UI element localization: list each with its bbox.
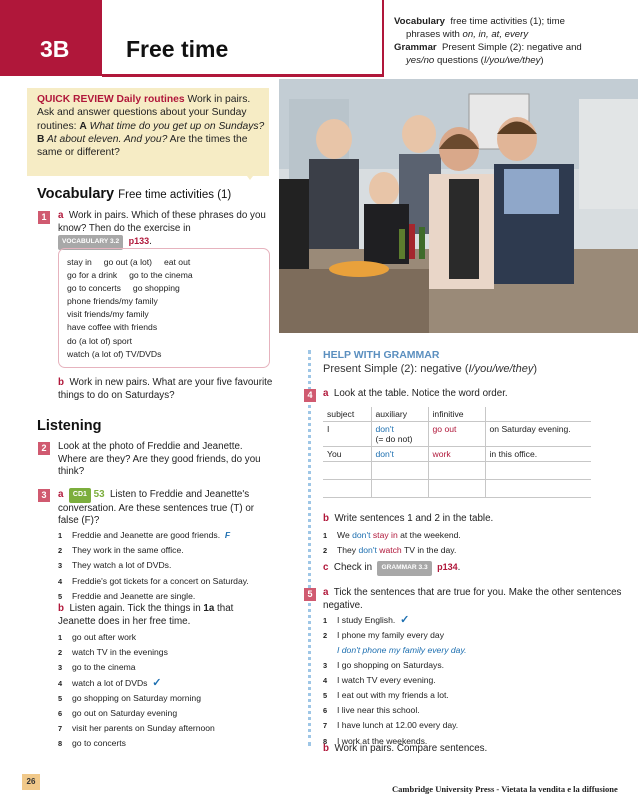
exercise-1-number: 1 — [38, 211, 50, 224]
list-item: 5 go shopping on Saturday morning — [58, 692, 201, 703]
vocabulary-page-ref[interactable]: p133 — [128, 236, 150, 247]
phrase-line: phone friends/my family — [67, 296, 158, 307]
table-cell — [323, 480, 371, 498]
list-item — [323, 643, 623, 657]
table-cell — [371, 462, 428, 480]
table-cell — [323, 462, 371, 480]
header-rule — [102, 74, 384, 77]
table-row — [323, 462, 591, 480]
phrase-line: do (a lot of) sport — [67, 335, 132, 346]
phrase-line: watch (a lot of) TV/DVDs — [67, 348, 162, 359]
grammar-subheading: Present Simple (2): negative (I/you/we/they) — [323, 363, 538, 375]
table-cell — [485, 462, 591, 480]
list-item: 8 I work at the weekends. — [323, 735, 428, 746]
table-cell — [428, 480, 485, 498]
table-cell: don't — [371, 447, 428, 462]
table-cell: don't (= do not) — [371, 422, 428, 447]
exercise-4a-instructions: a Look at the table. Notice the word order. — [323, 388, 508, 399]
list-item: 6 go out on Saturday evening — [58, 708, 178, 719]
grammar-page-ref[interactable]: p134 — [437, 562, 458, 572]
list-item: 4 watch a lot of DVDs ✓ — [58, 676, 162, 689]
quick-review-pointer — [238, 164, 262, 180]
phrase-line: have coffee with friends — [67, 322, 158, 333]
phrase-line: stay in go out (a lot) eat out — [67, 257, 191, 267]
page-title: Free time — [126, 36, 229, 62]
exercise-3-number: 3 — [38, 489, 50, 502]
exercise-4b-instructions: b Write sentences 1 and 2 in the table. — [323, 513, 494, 524]
tick-icon: ✓ — [152, 676, 162, 689]
list-item: 1 I study English. ✓ — [323, 614, 410, 626]
list-item: 7 I have lunch at 12.00 every day. — [323, 720, 459, 731]
exercise-3a-instructions: a CD1 53 Listen to Freddie and Jeanette's conversation. Are these sentences true (T) or false (F)? — [58, 489, 255, 527]
list-item: 1 Freddie and Jeanette are good friends. F — [58, 530, 231, 540]
table-header: subject — [323, 407, 371, 422]
list-item: 3 They watch a lot of DVDs. — [58, 560, 172, 571]
table-cell — [485, 480, 591, 498]
exercise-5b-instructions: b Work in pairs. Compare sentences. — [323, 743, 488, 754]
table-cell: You — [323, 447, 371, 462]
lesson-summary: Vocabulary free time activities (1); time phrases with on, in, at, every Grammar Present Simple (2): negative and yes/no questions (I/you/we/they) — [394, 16, 582, 66]
exercise-4c-instructions: c Check in GRAMMAR 3.3 p134. — [323, 561, 623, 576]
list-item: 7 visit her parents on Sunday afternoon — [58, 723, 215, 734]
table-cell: on Saturday evening. — [485, 422, 591, 447]
publisher-notice: Cambridge University Press - Vietata la vendita e la diffusione — [392, 784, 618, 794]
unit-number: 3B — [40, 36, 70, 62]
exercise-4-number: 4 — [304, 389, 316, 402]
listening-heading: Listening — [37, 418, 102, 434]
cd-badge[interactable]: CD1 — [69, 488, 91, 503]
quick-review-text: QUICK REVIEW Daily routines Work in pairs. Ask and answer questions about your Sunday routines: A What time do you get up on Sundays? B At about eleven. And you? Are the times the same or different? — [37, 94, 265, 159]
help-with-grammar-heading: HELP WITH GRAMMAR — [323, 349, 440, 361]
page-number: 26 — [22, 774, 40, 790]
exercise-1a-instructions: a Work in pairs. Which of these phrases do you know? Then do the exercise in VOCABULARY 3.2 p133. — [58, 210, 273, 250]
table-header: auxiliary — [371, 407, 428, 422]
exercise-1b-instructions: b Work in new pairs. What are your five favourite things to do on Saturdays? — [58, 377, 273, 401]
table-cell: in this office. — [485, 447, 591, 462]
office-photo — [279, 79, 638, 333]
list-item: 1 go out after work — [58, 632, 137, 642]
list-item: 2 watch TV in the evenings — [58, 647, 168, 658]
table-header-row — [323, 407, 591, 422]
grammar-ref-tag[interactable]: GRAMMAR 3.3 — [377, 561, 431, 576]
table-cell — [428, 462, 485, 480]
phrase-line: go to concerts go shopping — [67, 283, 180, 294]
exercise-2-number: 2 — [38, 442, 50, 455]
vocabulary-heading: Vocabulary Free time activities (1) — [37, 186, 232, 202]
table-header — [485, 407, 591, 422]
exercise-5-number: 5 — [304, 588, 316, 601]
list-item: 3 go to the cinema — [58, 662, 136, 673]
list-item: 6 I live near this school. — [323, 705, 420, 716]
table-row — [323, 480, 591, 498]
grammar-table — [323, 407, 591, 498]
track-number: 53 — [93, 489, 105, 500]
exercise-3a-list — [58, 528, 278, 604]
exercise-2-instructions: Look at the photo of Freddie and Jeanette. Where are they? Are they good friends, do you think? — [58, 441, 261, 478]
list-item: 3 I go shopping on Saturdays. — [323, 659, 445, 670]
list-item: 8 go to concerts — [58, 738, 126, 749]
vocabulary-phrases-list — [67, 256, 193, 361]
exercise-3b-instructions: b Listen again. Tick the things in 1a that Jeanette does in her free time. — [58, 603, 234, 627]
exercise-4b-list — [323, 528, 623, 558]
phrase-line: go for a drink go to the cinema — [67, 270, 193, 281]
tick-icon: ✓ — [400, 614, 410, 626]
table-row — [323, 422, 591, 447]
table-cell — [371, 480, 428, 498]
vocabulary-ref-tag[interactable]: VOCABULARY 3.2 — [58, 235, 123, 250]
list-item: 1 We don't stay in at the weekend. — [323, 530, 461, 540]
list-item: 2 I phone my family every day — [323, 630, 444, 641]
table-header: infinitive — [428, 407, 485, 422]
office-photo-illustration — [279, 79, 638, 333]
phrase-line: visit friends/my family — [67, 309, 149, 320]
table-cell: I — [323, 422, 371, 447]
list-item: 4 I watch TV every evening. — [323, 674, 436, 685]
list-item: 2 They work in the same office. — [58, 545, 184, 556]
grammar-dotted-rule — [308, 350, 311, 746]
exercise-3b-list — [58, 630, 278, 752]
list-item: 2 They don't watch TV in the day. — [323, 545, 457, 556]
exercise-5a-instructions: a Tick the sentences that are true for you. Make the other sentences negative. — [323, 587, 622, 611]
exercise-5-list — [323, 613, 623, 749]
table-cell: go out — [428, 422, 485, 447]
list-item: 5 I eat out with my friends a lot. — [323, 690, 449, 701]
table-row — [323, 447, 591, 462]
example-answer: I don't phone my family every day. — [337, 645, 467, 656]
list-item: 4 Freddie's got tickets for a concert on Saturday. — [58, 575, 249, 586]
header-divider — [382, 0, 384, 76]
list-item: 5 Freddie and Jeanette are single. — [58, 590, 196, 601]
table-cell: work — [428, 447, 485, 462]
